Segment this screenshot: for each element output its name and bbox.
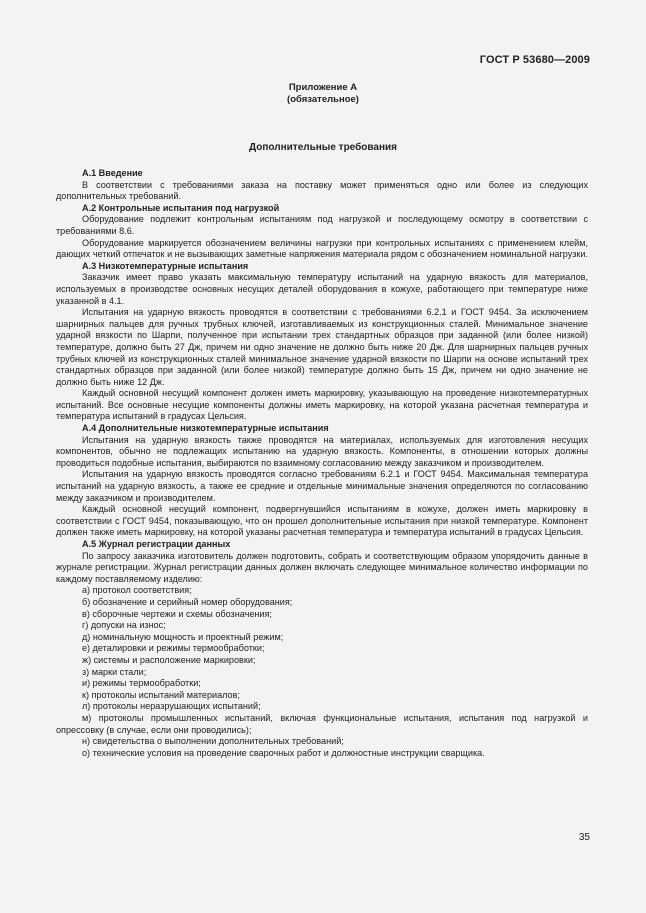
heading-a1: А.1 Введение (82, 168, 143, 178)
paragraph: Оборудование маркируется обозначением величины нагрузки при контрольных испытаниях с применением клейм, дающих четкий отпечаток и не вызывающих заметные напряжения материала рядом с обозначением номинальной нагрузки. (56, 237, 588, 260)
paragraph: Испытания на ударную вязкость проводятся в соответствии с требованиями 6.2.1 и ГОСТ 9454. За исключением шарнирных пальцев для ручных трубных ключей, изготавливаемых из конструкционных сталей. Минимальное значение ударной вязкости по Шарпи, полученное при испытании трех стандартных образцов при заданной (или более низкой) температуре, должно быть 27 Дж, причем ни одно значение не должно быть ниже 20 Дж. Для шарнирных пальцев ручных трубных ключей из конструкционных сталей минимальное значение ударной вязкости по Шарпи на основе испытаний трех стандартных образцов при заданной (или более низкой) температуре должно быть 15 Дж, причем ни одно значение не должно быть ниже 12 Дж. (56, 307, 588, 387)
heading-a2: А.2 Контрольные испытания под нагрузкой (82, 202, 280, 213)
paragraph: Оборудование подлежит контрольным испытаниям под нагрузкой и последующему осмотру в соответствии с требованиями 8.6. (56, 214, 588, 236)
list-item: г) допуски на износ; (82, 620, 166, 631)
list-item: м) протоколы промышленных испытаний, включая функциональные испытания, испытания под нагрузкой и опрессовку (в случае, если они проводились); (56, 712, 588, 735)
paragraph: Испытания на ударную вязкость проводятся согласно требованиям 6.2.1 и ГОСТ 9454. Максимальная температура испытаний на ударную вязкость, а также ее средние и отдельные минимальные значения определяются по согласованию между заказчиком и производителем. (56, 469, 588, 503)
paragraph: В соответствии с требованиями заказа на поставку может применяться одно или более из следующих дополнительных требований. (56, 179, 588, 202)
data-log-list (56, 585, 588, 759)
list-item: а) протокол соответствия; (82, 585, 192, 596)
paragraph: Каждый основной несущий компонент должен иметь маркировку, указывающую на проведение низкотемпературных испытаний. Все основные несущие компоненты должны иметь маркировку, на которой указана расчетная температура и температура испытаний в градусах Цельсия. (56, 388, 588, 422)
section-title: Дополнительные требования (249, 142, 397, 153)
list-item: б) обозначение и серийный номер оборудования; (82, 596, 293, 607)
heading-a5: А.5 Журнал регистрации данных (82, 539, 231, 549)
heading-a3: А.3 Низкотемпературные испытания (82, 260, 249, 271)
annex-title: Приложение А (288, 82, 358, 93)
list-item: о) технические условия на проведение сварочных работ и должностные инструкции сварщика. (82, 747, 485, 758)
heading-a4: А.4 Дополнительные низкотемпературные испытания (82, 423, 329, 434)
list-item: д) номинальную мощность и проектный режим; (82, 631, 284, 642)
paragraph: Заказчик имеет право указать максимальную температуру испытаний на ударную вязкость для материалов, используемых в производстве основных несущих деталей оборудования в кожухе, работающего при температуре ниже указанной в 4.1. (56, 272, 588, 306)
paragraph: Испытания на ударную вязкость также проводятся на материалах, используемых для изготовления несущих компонентов, обычно не подлежащих испытанию на ударную вязкость. Компоненты, в отношении которых должны проводиться подобные испытания, выбираются по взаимному согласованию между заказчиком и производителем. (56, 434, 588, 468)
standard-code: ГОСТ Р 53680—2009 (479, 54, 590, 66)
list-item: ж) системы и расположение маркировки; (82, 654, 256, 665)
list-item: л) протоколы неразрушающих испытаний; (82, 701, 261, 712)
page-number: 35 (578, 832, 590, 843)
list-item: к) протоколы испытаний материалов; (82, 689, 240, 700)
list-item: з) марки стали; (82, 666, 147, 677)
list-item: в) сборочные чертежи и схемы обозначения; (82, 608, 272, 619)
list-item: и) режимы термообработки; (82, 678, 201, 689)
annex-status: (обязательное) (287, 94, 359, 105)
list-item: е) деталировки и режимы термообработки; (82, 643, 265, 654)
document-body (56, 168, 588, 759)
list-item: н) свидетельства о выполнении дополнительных требований; (82, 736, 344, 747)
paragraph: По запросу заказчика изготовитель должен подготовить, собрать и соответствующим образом упорядочить данные в журнале регистрации. Журнал регистрации данных должен включать следующее минимальное количество информации по каждому поставляемому изделию: (56, 550, 588, 584)
annex-header (0, 82, 646, 106)
paragraph: Каждый основной несущий компонент, подвергнувшийся испытаниям в кожухе, должен иметь маркировку в соответствии с ГОСТ 9454, показывающую, что он прошел дополнительные испытания при низкой температуре. Компонент должен также иметь маркировку, на которой указаны расчетная температура и температура испытаний в градусах Цельсия. (56, 504, 588, 538)
